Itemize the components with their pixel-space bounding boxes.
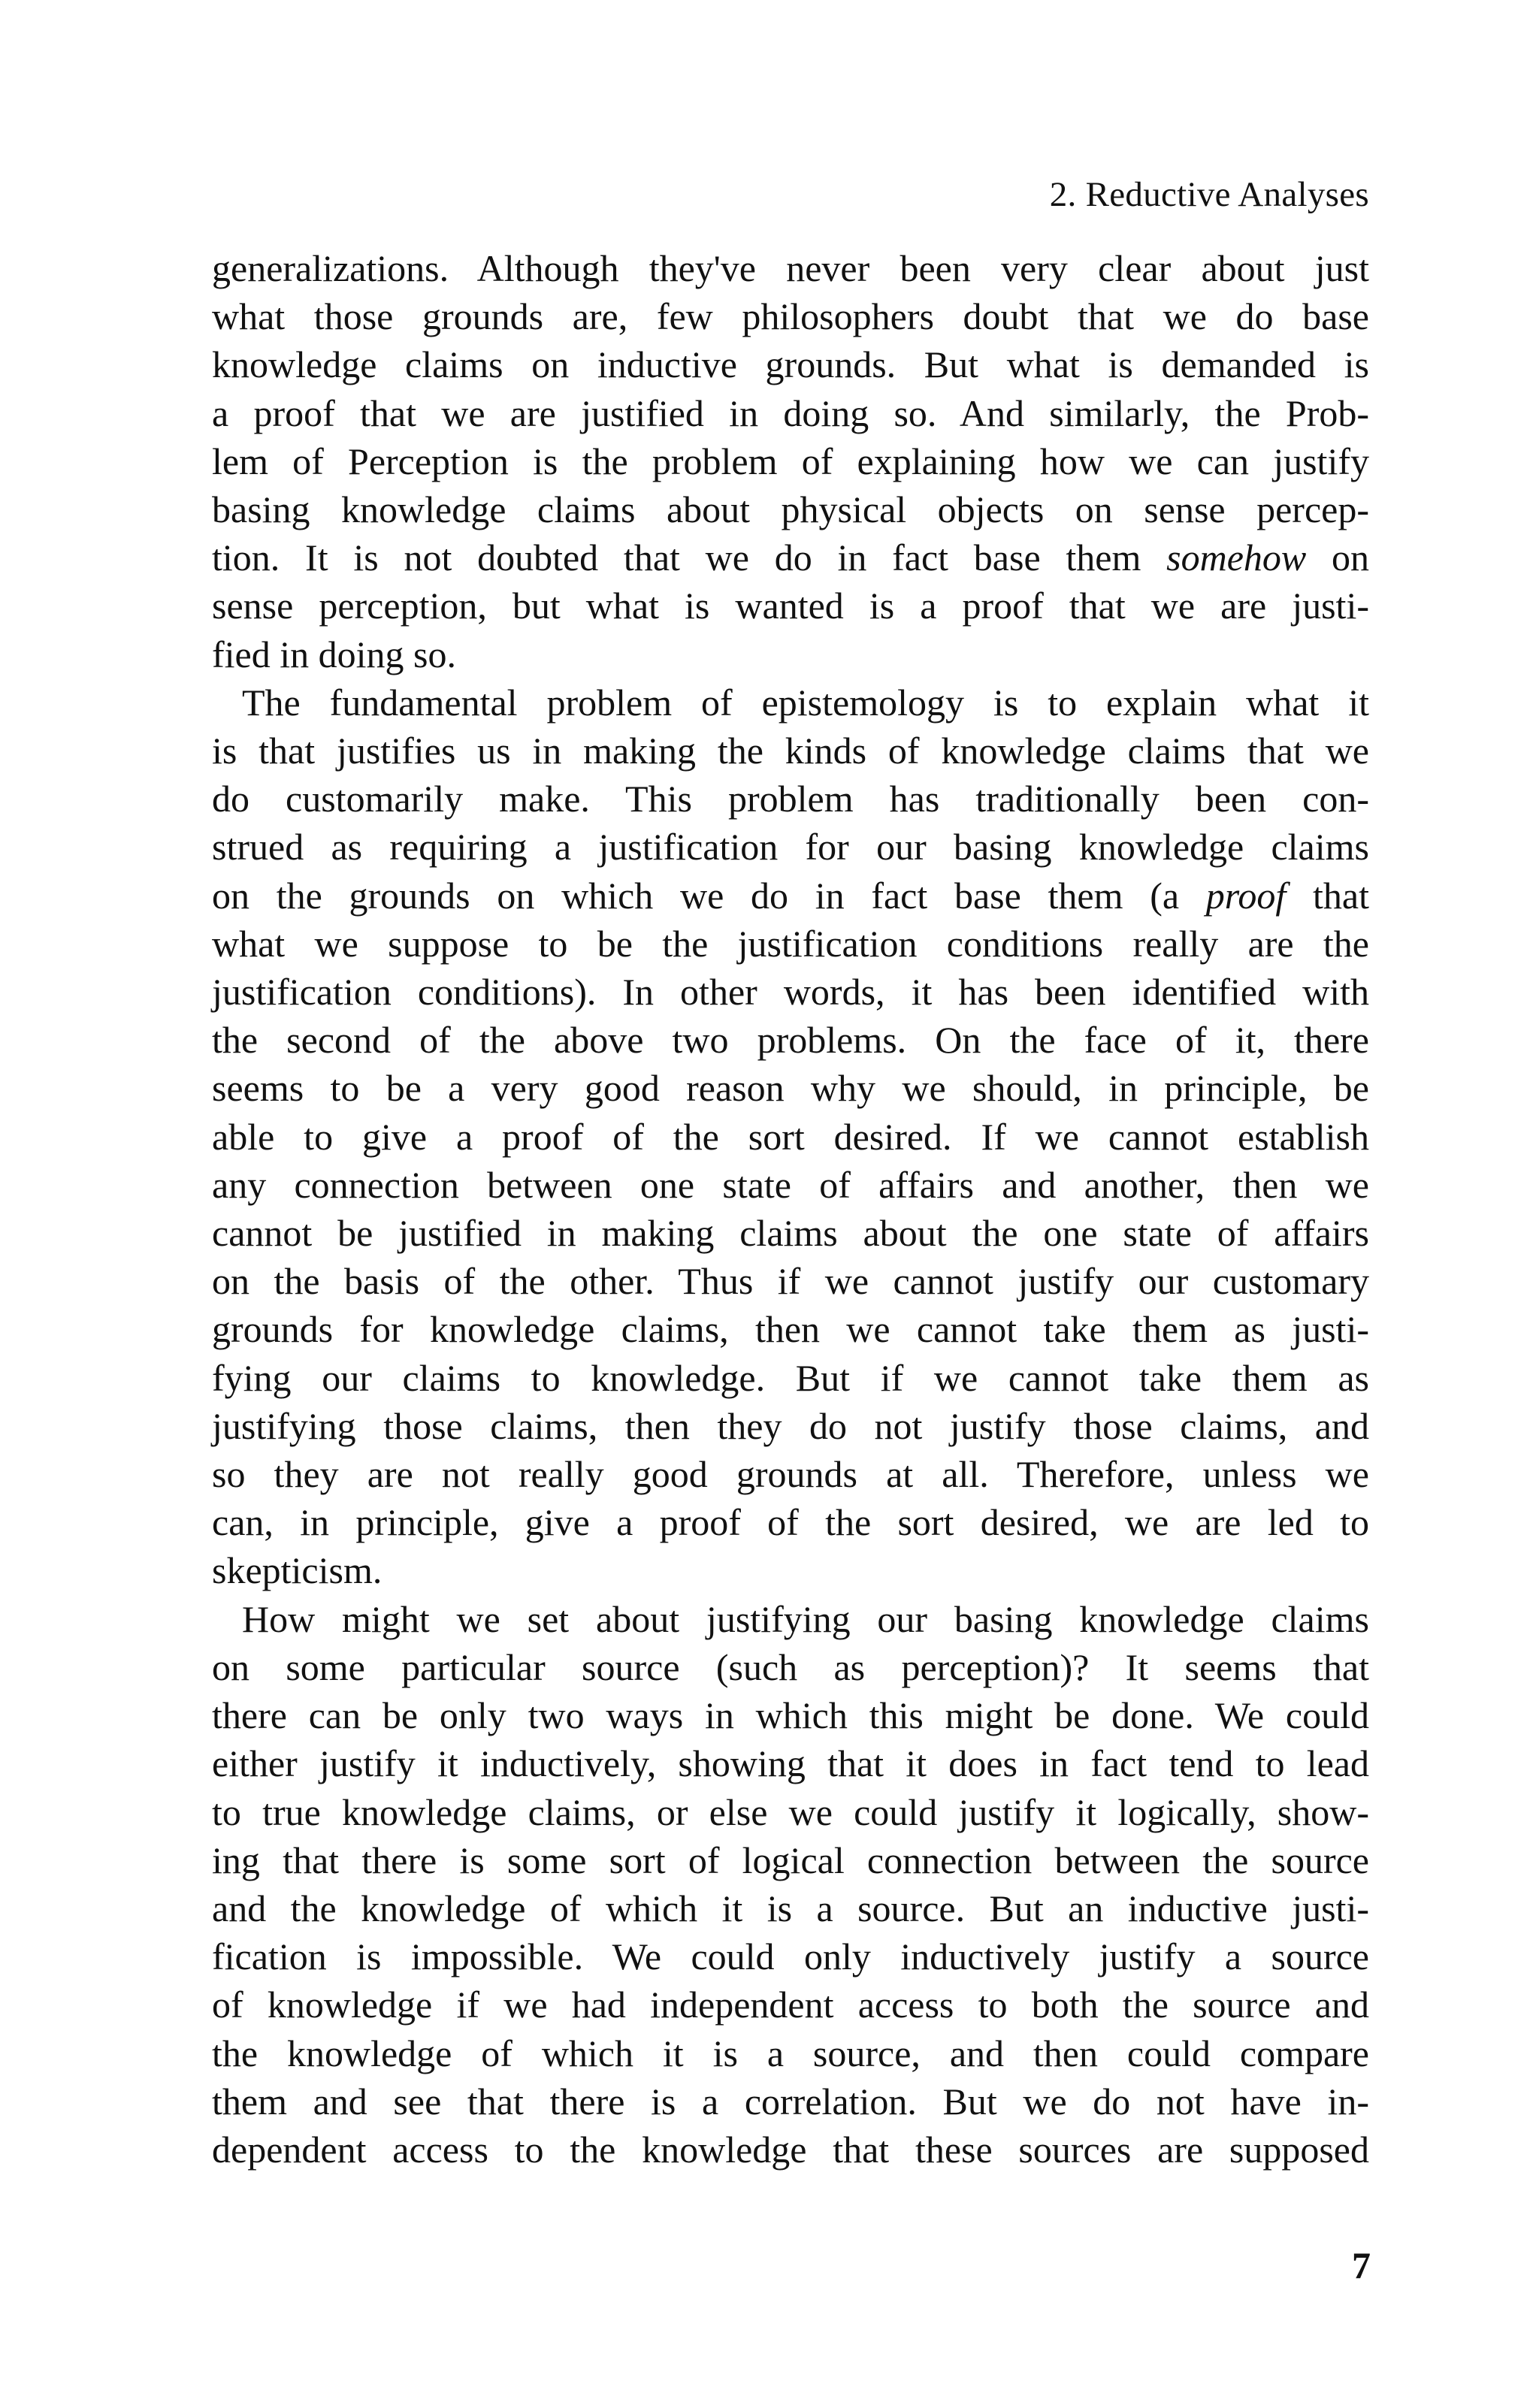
text-line: The fundamental problem of epistemology is to explain what it — [242, 681, 1369, 724]
text-line: the second of the above two problems. On the face of it, there — [212, 1019, 1369, 1062]
text-line: fied in doing so. — [212, 633, 456, 675]
page-number: 7 — [1352, 2244, 1371, 2286]
text-line: of knowledge if we had independent access to both the source and — [212, 1984, 1369, 2026]
text-line: there can be only two ways in which this might be done. We could — [212, 1694, 1369, 1737]
text-line: grounds for knowledge claims, then we cannot take them as justi- — [212, 1308, 1369, 1351]
body-text — [212, 244, 1369, 2174]
text-line: either justify it inductively, showing that it does in fact tend to lead — [212, 1742, 1369, 1785]
text-line: and the knowledge of which it is a source. But an inductive justi- — [212, 1887, 1369, 1929]
text-line-with-emphasis — [212, 533, 1369, 582]
paragraph-2 — [212, 678, 1369, 1595]
text-line: generalizations. Although they've never been very clear about just — [212, 247, 1369, 289]
text-line: skepticism. — [212, 1549, 382, 1592]
text-line: lem of Perception is the problem of explaining how we can justify — [212, 440, 1369, 482]
text-line: justifying those claims, then they do not justify those claims, and — [212, 1404, 1369, 1447]
emphasis-proof: proof — [1205, 874, 1287, 917]
text-fragment: on the grounds on which we do in fact base them (a — [212, 874, 1206, 917]
paragraph-1 — [212, 244, 1369, 678]
text-line: dependent access to the knowledge that these sources are supposed — [212, 2128, 1369, 2171]
text-line: what those grounds are, few philosophers doubt that we do base — [212, 295, 1369, 338]
text-line: on some particular source (such as perception)? It seems that — [212, 1645, 1369, 1688]
text-line: fying our claims to knowledge. But if we cannot take them as — [212, 1356, 1369, 1399]
text-line: basing knowledge claims about physical objects on sense percep- — [212, 488, 1369, 531]
emphasis-somehow: somehow — [1166, 536, 1307, 579]
text-fragment: on — [1306, 536, 1369, 579]
text-line: on the basis of the other. Thus if we cannot justify our customary — [212, 1260, 1369, 1303]
text-line: sense perception, but what is wanted is a proof that we are justi- — [212, 585, 1369, 627]
text-line: do customarily make. This problem has traditionally been con- — [212, 778, 1369, 820]
text-line: knowledge claims on inductive grounds. But what is demanded is — [212, 343, 1369, 386]
text-line: cannot be justified in making claims about the one state of affairs — [212, 1212, 1369, 1255]
text-line: what we suppose to be the justification conditions really are the — [212, 922, 1369, 965]
text-line: justification conditions). In other words, it has been identified with — [212, 971, 1369, 1014]
text-line: able to give a proof of the sort desired. If we cannot establish — [212, 1115, 1369, 1158]
text-line: strued as requiring a justification for our basing knowledge claims — [212, 826, 1369, 869]
text-line: is that justifies us in making the kinds of knowledge claims that we — [212, 730, 1369, 772]
text-line: them and see that there is a correlation. But we do not have in- — [212, 2080, 1369, 2122]
text-line: so they are not really good grounds at all. Therefore, unless we — [212, 1453, 1369, 1496]
text-line: How might we set about justifying our basing knowledge claims — [242, 1597, 1369, 1640]
text-line: can, in principle, give a proof of the sort desired, we are led to — [212, 1501, 1369, 1544]
text-line: ing that there is some sort of logical connection between the source — [212, 1838, 1369, 1881]
paragraph-3 — [212, 1595, 1369, 2174]
text-line: the knowledge of which it is a source, and then could compare — [212, 2032, 1369, 2074]
text-fragment: that — [1286, 874, 1369, 917]
text-fragment: tion. It is not doubted that we do in fact base them — [212, 536, 1167, 579]
text-line: to true knowledge claims, or else we could justify it logically, show- — [212, 1790, 1369, 1833]
text-line: a proof that we are justified in doing so. And similarly, the Prob- — [212, 391, 1369, 434]
text-line-with-emphasis — [212, 872, 1369, 920]
text-line: any connection between one state of affairs and another, then we — [212, 1163, 1369, 1206]
running-header: 2. Reductive Analyses — [1049, 175, 1369, 214]
text-line: fication is impossible. We could only inductively justify a source — [212, 1935, 1369, 1978]
text-line: seems to be a very good reason why we should, in principle, be — [212, 1067, 1369, 1110]
